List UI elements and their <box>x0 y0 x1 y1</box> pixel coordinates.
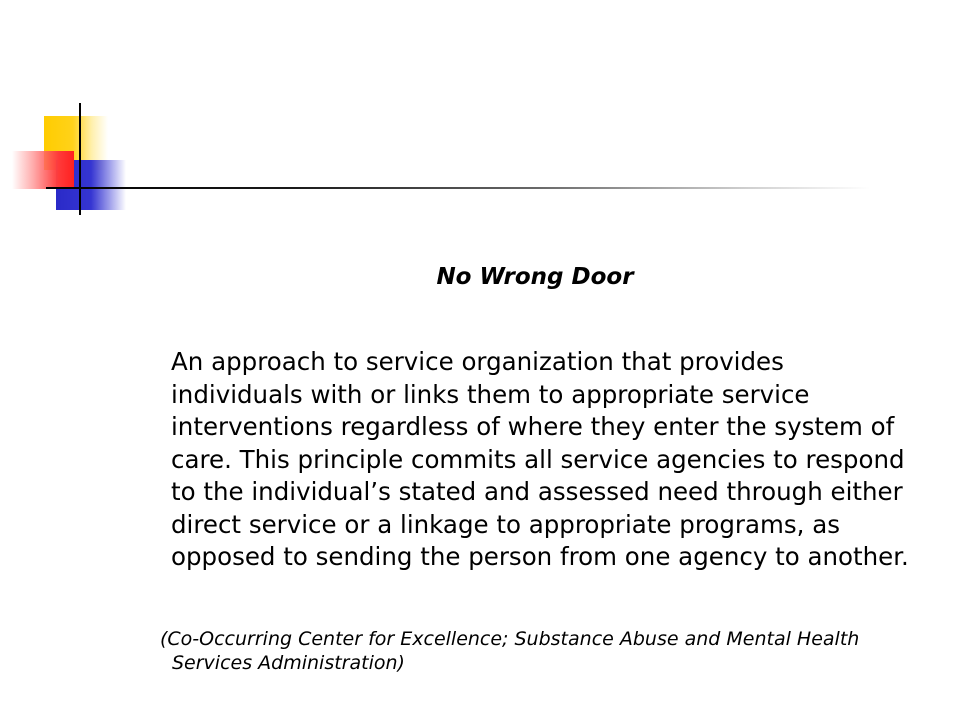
slide-title: No Wrong Door <box>436 264 634 290</box>
source-citation: (Co-Occurring Center for Excellence; Substance Abuse and Mental Health Services Administration) <box>160 628 860 674</box>
vertical-rule <box>79 103 81 215</box>
horizontal-rule <box>46 187 870 189</box>
definition-text: An approach to service organization that provides individuals with or links them to appropriate service interventions regardless of where they enter the system of care. This principle commits all service agencies to respond to the individual’s stated and assessed need through either direct service or a linkage to appropriate programs, as opposed to sending the person from one agency to another. <box>171 347 909 571</box>
slide-decoration <box>0 0 960 240</box>
red-square-decoration <box>12 151 74 189</box>
